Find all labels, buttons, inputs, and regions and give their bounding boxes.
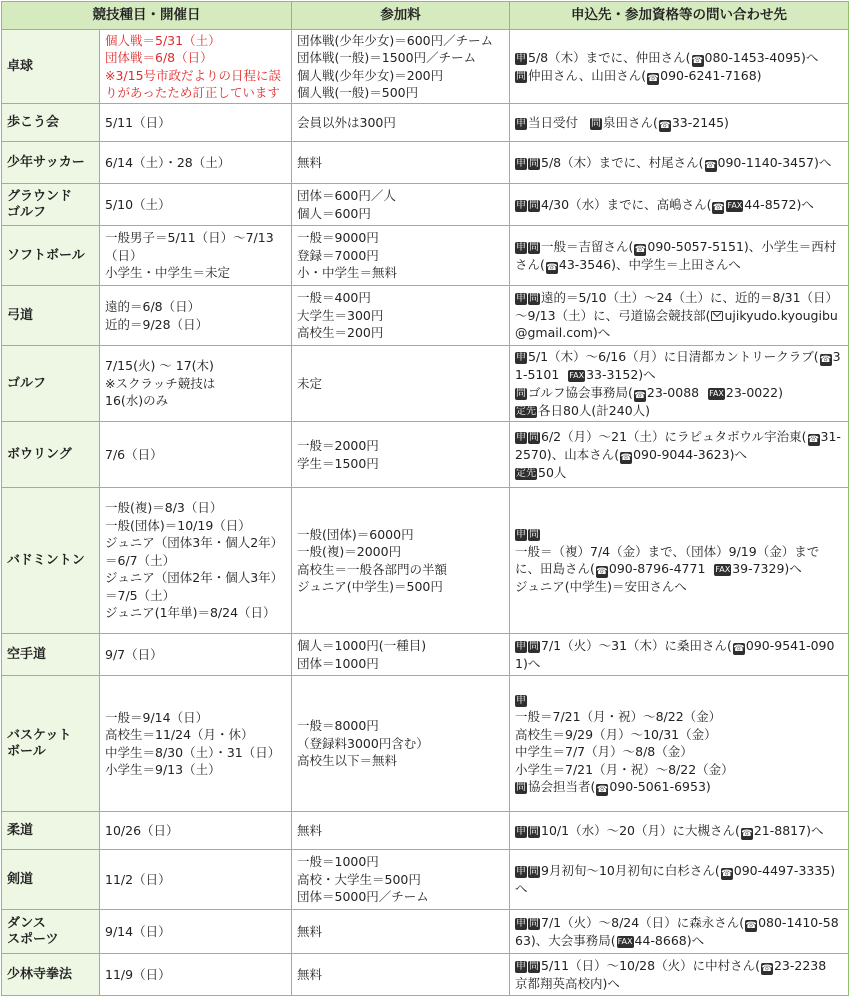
table-row (2, 142, 849, 184)
header-event: 競技種目・開催日 (2, 2, 292, 30)
event-name: 剣道 (2, 850, 100, 910)
inquiry-icon: 問 (516, 387, 526, 399)
inquiry-icon: 問 (529, 241, 539, 253)
event-contact: 申 問 10/1（水）～20（月）に大槻さん(☎ 21-8817)へ (510, 812, 849, 850)
table-row (2, 422, 849, 488)
event-name: バドミントン (2, 488, 100, 634)
event-name: 少年サッカー (2, 142, 100, 184)
table-row (2, 910, 849, 954)
phone-icon (692, 55, 704, 67)
fax-icon: FAX (617, 936, 633, 946)
apply-icon: 申 (516, 293, 526, 305)
phone-icon (741, 828, 753, 840)
table-row (2, 184, 849, 226)
event-name: 柔道 (2, 812, 100, 850)
event-date: 一般(複)＝8/3（日） 一般(団体)＝10/19（日） ジュニア（団体3年・個人2年）＝6/7（土） ジュニア（団体2年・個人3年）＝7/5（土） ジュニア(1年単)＝8/24（日） (100, 488, 292, 634)
event-contact: 申 問 5/8（木）までに、村尾さん(☎ 090-1140-3457)へ (510, 142, 849, 184)
event-fee: 団体戦(少年少女)＝600円／チーム 団体戦(一般)＝1500円／チーム 個人戦(少年少女)＝200円 個人戦(一般)＝500円 (292, 30, 510, 104)
table-row (2, 104, 849, 142)
table-row (2, 954, 849, 996)
event-contact: 申 5/1（木）～6/16（月）に日清都カントリークラブ(☎ 31-5101 FAX 33-3152)へ 問 ゴルフ協会事務局(☎ 23-0088 FAX 23-0022) 定先 各日80人(計240人) (510, 346, 849, 422)
phone-icon (634, 244, 646, 256)
inquiry-icon: 問 (590, 117, 601, 129)
phone-icon (620, 452, 632, 464)
phone-icon (820, 354, 832, 366)
inquiry-icon: 問 (529, 199, 539, 211)
apply-icon: 申 (516, 640, 526, 652)
event-date: 一般男子＝5/11（日）～7/13（日） 小学生・中学生＝未定 (100, 226, 292, 286)
table-row (2, 30, 849, 104)
event-fee: 無料 (292, 142, 510, 184)
event-contact: 申 問 5/11（日）～10/28（火）に中村さん(☎ 23-2238 京都翔英高校内)へ (510, 954, 849, 996)
inquiry-icon: 問 (516, 70, 526, 82)
event-date: 11/9（日） (100, 954, 292, 996)
event-name: ソフトボール (2, 226, 100, 286)
event-fee: 一般(団体)＝6000円 一般(複)＝2000円 高校生＝一般各部門の半額 ジュニア(中学生)＝500円 (292, 488, 510, 634)
table-row (2, 812, 849, 850)
table-row (2, 850, 849, 910)
event-contact: 申 問 一般＝吉留さん(☎ 090-5057-5151)、小学生＝西村さん(☎ 43-3546)、中学生＝上田さんへ (510, 226, 849, 286)
inquiry-icon: 問 (529, 529, 539, 541)
phone-icon (596, 784, 608, 796)
event-contact: 申 問 7/1（火）～31（木）に桑田さん(☎ 090-9541-0901)へ (510, 634, 849, 676)
header-contact: 申込先・参加資格等の問い合わせ先 (510, 2, 849, 30)
event-fee: 無料 (292, 910, 510, 954)
table-row (2, 488, 849, 634)
apply-icon: 申 (516, 241, 526, 253)
event-contact: 申 問 9月初旬～10月初旬に白杉さん(☎ 090-4497-3335)へ (510, 850, 849, 910)
phone-icon (596, 566, 608, 578)
event-name: バスケット ボール (2, 676, 100, 812)
event-fee: 一般＝2000円 学生＝1500円 (292, 422, 510, 488)
fax-icon: FAX (715, 565, 731, 575)
inquiry-icon: 問 (529, 960, 539, 972)
apply-icon: 申 (516, 117, 526, 129)
event-name: ゴルフ (2, 346, 100, 422)
phone-icon (634, 390, 646, 402)
inquiry-icon: 問 (529, 917, 539, 929)
inquiry-icon: 問 (529, 293, 539, 305)
event-fee: 団体＝600円／人 個人＝600円 (292, 184, 510, 226)
event-fee: 一般＝1000円 高校・大学生＝500円 団体＝5000円／チーム (292, 850, 510, 910)
apply-icon: 申 (516, 52, 526, 64)
apply-icon: 申 (516, 431, 526, 443)
phone-icon (721, 868, 733, 880)
event-name: 空手道 (2, 634, 100, 676)
inquiry-icon: 問 (529, 640, 539, 652)
phone-icon (647, 73, 659, 85)
apply-icon: 申 (516, 199, 526, 211)
inquiry-icon: 問 (529, 431, 539, 443)
event-name: 弓道 (2, 286, 100, 346)
fax-icon: FAX (709, 388, 724, 398)
event-fee: 一般＝8000円 （登録料3000円含む） 高校生以下＝無料 (292, 676, 510, 812)
event-date: 10/26（日） (100, 812, 292, 850)
event-table (1, 1, 849, 996)
apply-icon: 申 (516, 694, 526, 706)
event-fee: 会員以外は300円 (292, 104, 510, 142)
event-date: 6/14（土）・28（土） (100, 142, 292, 184)
event-date: 5/10（土） (100, 184, 292, 226)
table-row (2, 226, 849, 286)
inquiry-icon: 問 (529, 157, 539, 169)
table-row (2, 286, 849, 346)
event-fee: 無料 (292, 954, 510, 996)
table-header-row (2, 2, 849, 30)
phone-icon (659, 120, 671, 132)
event-fee: 一般＝9000円 登録＝7000円 小・中学生＝無料 (292, 226, 510, 286)
apply-icon: 申 (516, 960, 526, 972)
phone-icon (761, 963, 773, 975)
event-date: 7/6（日） (100, 422, 292, 488)
event-date: 5/11（日） (100, 104, 292, 142)
event-date: 9/7（日） (100, 634, 292, 676)
event-contact: 申 問 7/1（火）～8/24（日）に森永さん(☎ 080-1410-5863)、大会事務局( FAX 44-8668)へ (510, 910, 849, 954)
inquiry-icon: 問 (529, 865, 539, 877)
capacity-icon: 定先 (516, 467, 536, 479)
event-contact: 申 当日受付 問 泉田さん(☎ 33-2145) (510, 104, 849, 142)
event-fee: 個人＝1000円(一種目) 団体＝1000円 (292, 634, 510, 676)
inquiry-icon: 問 (516, 782, 526, 794)
phone-icon (546, 262, 558, 274)
table-row (2, 346, 849, 422)
mail-icon (711, 311, 723, 321)
event-contact: 申 問 遠的＝5/10（土）～24（土）に、近的＝8/31（日）～9/13（土）に、弓道協会競技部( ujikyudo.kyougibu@gmail.com)へ (510, 286, 849, 346)
apply-icon: 申 (516, 825, 526, 837)
event-date: 11/2（日） (100, 850, 292, 910)
inquiry-icon: 問 (529, 825, 539, 837)
event-name: 歩こう会 (2, 104, 100, 142)
event-date: 一般＝9/14（日） 高校生＝11/24（月・休） 中学生＝8/30（土）・31（日） 小学生＝9/13（土） (100, 676, 292, 812)
event-name: 少林寺拳法 (2, 954, 100, 996)
apply-icon: 申 (516, 352, 526, 363)
event-contact: 申 問 4/30（水）までに、高嶋さん(☎ FAX 44-8572)へ (510, 184, 849, 226)
apply-icon: 申 (516, 157, 526, 169)
phone-icon (733, 643, 745, 655)
event-name: ダンス スポーツ (2, 910, 100, 954)
event-date: 遠的＝6/8（日） 近的＝9/28（日） (100, 286, 292, 346)
phone-icon (745, 920, 757, 932)
capacity-icon: 定先 (516, 405, 536, 417)
event-contact: 申 問 一般＝（複）7/4（金）まで、（団体）9/19（金）までに、田島さん(☎ 090-8796-4771 FAX 39-7329)へ ジュニア(中学生)＝安田さんへ (510, 488, 849, 634)
event-name: 卓球 (2, 30, 100, 104)
event-date: 7/15(火) ～ 17(木) ※スクラッチ競技は 16(水)のみ (100, 346, 292, 422)
event-name: ボウリング (2, 422, 100, 488)
event-fee: 無料 (292, 812, 510, 850)
event-date: 9/14（日） (100, 910, 292, 954)
event-date: 個人戦＝5/31（土） 団体戦＝6/8（日） ※3/15号市政だよりの日程に誤りがあったため訂正しています (100, 30, 292, 104)
fax-icon: FAX (569, 371, 585, 380)
phone-icon (808, 434, 820, 446)
apply-icon: 申 (516, 529, 526, 541)
event-contact: 申 5/8（木）までに、仲田さん(☎ 080-1453-4095)へ 問 仲田さん、山田さん(☎ 090-6241-7168) (510, 30, 849, 104)
apply-icon: 申 (516, 917, 526, 929)
event-contact: 申 問 6/2（月）～21（土）にラピュタボウル宇治東(☎ 31-2570)、山本さん(☎ 090-9044-3623)へ 定先 50人 (510, 422, 849, 488)
event-fee: 未定 (292, 346, 510, 422)
phone-icon (705, 160, 717, 172)
apply-icon: 申 (516, 865, 526, 877)
table-row (2, 634, 849, 676)
event-fee: 一般＝400円 大学生＝300円 高校生＝200円 (292, 286, 510, 346)
fax-icon: FAX (727, 200, 743, 210)
event-contact: 申 一般＝7/21（月・祝）～8/22（金） 高校生＝9/29（月）～10/31（金） 中学生＝7/7（月）～8/8（金） 小学生＝7/21（月・祝）～8/22（金） 問 協会担当者(☎ 090-5061-6953) (510, 676, 849, 812)
table-row (2, 676, 849, 812)
phone-icon (712, 202, 724, 214)
event-name: グラウンド ゴルフ (2, 184, 100, 226)
header-fee: 参加料 (292, 2, 510, 30)
